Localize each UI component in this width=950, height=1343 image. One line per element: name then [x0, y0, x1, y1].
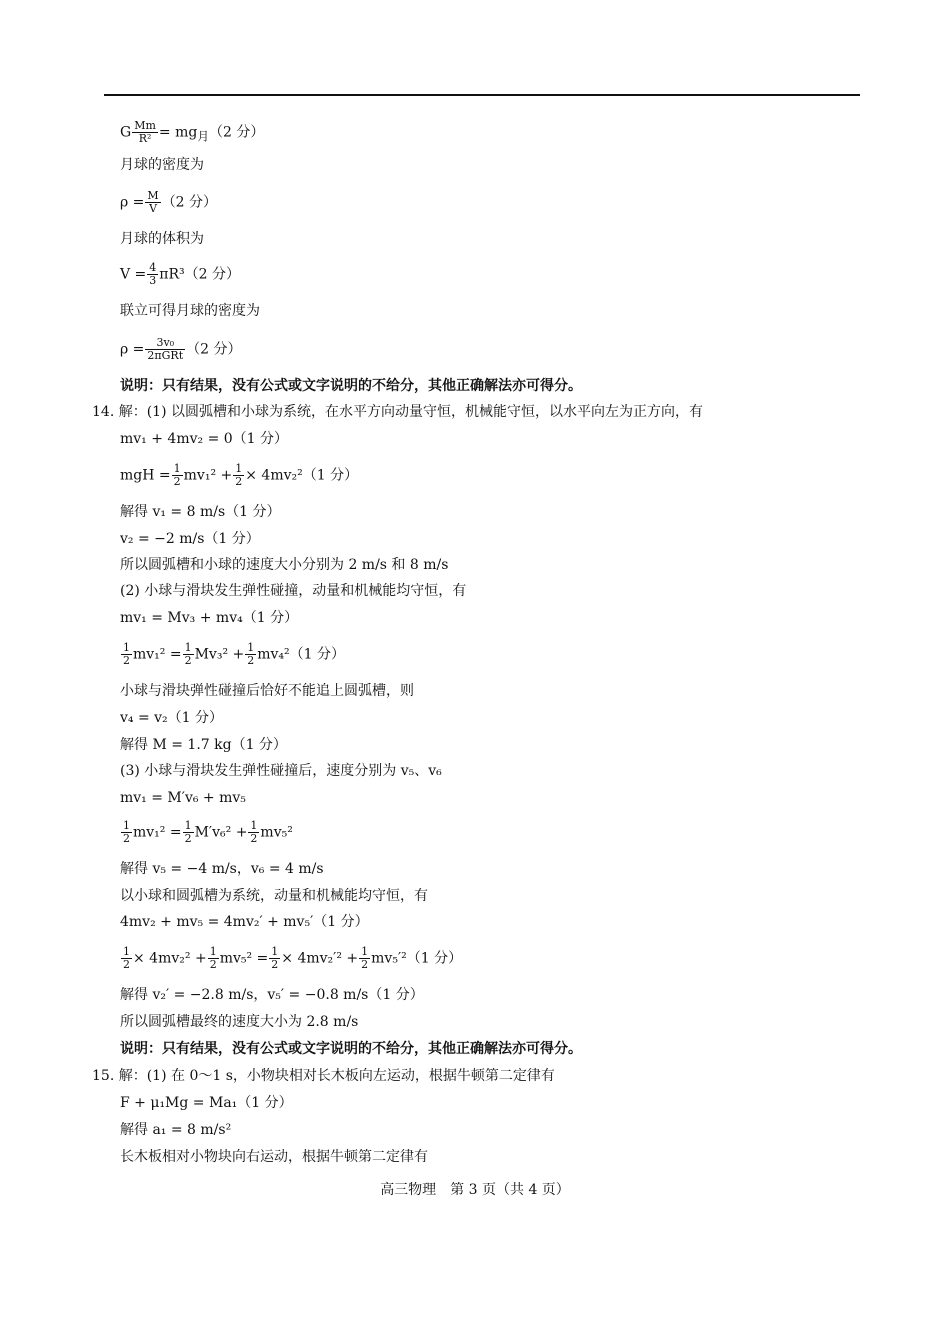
text-line: 所以圆弧槽最终的速度大小为 2.8 m/s — [120, 1014, 359, 1030]
text-line: F + μ₁Mg = Ma₁（1 分） — [120, 1095, 293, 1111]
formula-volume: V = $\frac{4}{3}$ πR³（2 分） — [120, 261, 241, 287]
text-line: (3) 小球与滑块发生弹性碰撞后，速度分别为 v₅、v₆ — [120, 763, 442, 779]
text-line: mv₁ = M′v₆ + mv₅ — [120, 790, 246, 806]
text-line: 月球的密度为 — [120, 157, 204, 173]
formula-density-result: ρ = $\frac{\text{3v₀}}{\text{2πGRt}}$ （2 分） — [120, 336, 242, 362]
formula-energy-3: $\frac{1}{2}$ mv₁² = $\frac{1}{2}$ M′v₆² + $\frac{1}{2}$ mv₅² — [123, 819, 293, 845]
formula-energy-2: $\frac{1}{2}$ mv₁² = $\frac{1}{2}$ Mv₃² + $\frac{1}{2}$ mv₄²（1 分） — [123, 641, 346, 667]
question-15-heading: 15. 解：(1) 在 0～1 s，小物块相对长木板向左运动，根据牛顿第二定律有 — [92, 1068, 555, 1084]
text-line: 4mv₂ + mv₅ = 4mv₂′ + mv₅′（1 分） — [120, 914, 369, 930]
note-line: 说明：只有结果，没有公式或文字说明的不给分，其他正确解法亦可得分。 — [120, 378, 582, 394]
text-line: 联立可得月球的密度为 — [120, 303, 260, 319]
formula-energy-1: mgH = $\frac{1}{2}$ mv₁² + $\frac{1}{2}$ × 4mv₂²（1 分） — [120, 462, 359, 488]
text-line: 解得 a₁ = 8 m/s² — [120, 1122, 232, 1138]
formula-density: ρ = $\frac{M}{V}$ （2 分） — [120, 189, 218, 215]
top-rule — [104, 94, 860, 96]
text-line: 解得 v₂′ = −2.8 m/s，v₅′ = −0.8 m/s（1 分） — [120, 987, 424, 1003]
note-line: 说明：只有结果，没有公式或文字说明的不给分，其他正确解法亦可得分。 — [120, 1041, 582, 1057]
page-footer: 高三物理 第 3 页（共 4 页） — [380, 1182, 570, 1198]
question-14-heading: 14. 解：(1) 以圆弧槽和小球为系统，在水平方向动量守恒，机械能守恒，以水平向左为正方向，有 — [92, 404, 703, 420]
text-line: 解得 M = 1.7 kg（1 分） — [120, 737, 287, 753]
text-line: 所以圆弧槽和小球的速度大小分别为 2 m/s 和 8 m/s — [120, 557, 449, 573]
text-line: 小球与滑块弹性碰撞后恰好不能追上圆弧槽，则 — [120, 683, 414, 699]
text-line: v₂ = −2 m/s（1 分） — [120, 531, 260, 547]
text-line: (2) 小球与滑块发生弹性碰撞，动量和机械能均守恒，有 — [120, 583, 467, 599]
text-line: v₄ = v₂（1 分） — [120, 710, 224, 726]
text-line: 月球的体积为 — [120, 231, 204, 247]
text-line: 解得 v₁ = 8 m/s（1 分） — [120, 504, 281, 520]
formula-energy-4: $\frac{1}{2}$ × 4mv₂² + $\frac{1}{2}$ mv₅² = $\frac{1}{2}$ × 4mv₂′² + $\frac{1}{2}$ mv₅′²（1 分） — [123, 945, 463, 971]
formula-gravity: G $\frac{Mm}{\text{R²}}$ = $mg_月(2$ 分） — [120, 119, 265, 145]
text-line: 解得 v₅ = −4 m/s，v₆ = 4 m/s — [120, 861, 324, 877]
text-line: mv₁ + 4mv₂ = 0（1 分） — [120, 431, 289, 447]
text-line: 以小球和圆弧槽为系统，动量和机械能均守恒，有 — [120, 888, 428, 904]
text-line: mv₁ = Mv₃ + mv₄（1 分） — [120, 610, 299, 626]
text-line: 长木板相对小物块向右运动，根据牛顿第二定律有 — [120, 1149, 428, 1165]
